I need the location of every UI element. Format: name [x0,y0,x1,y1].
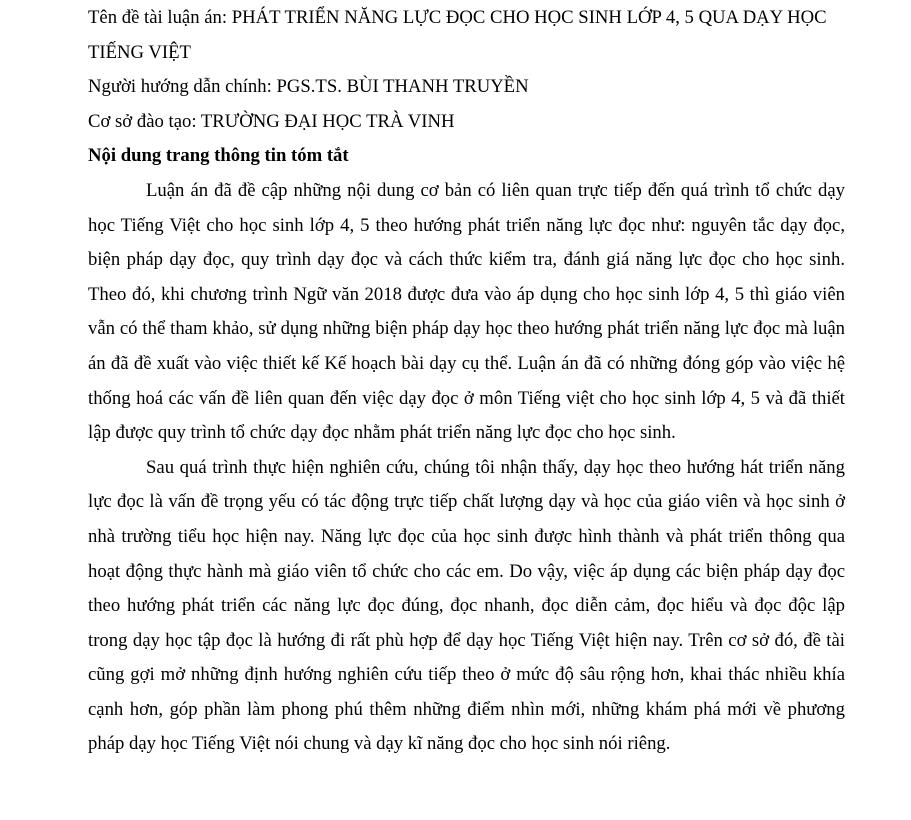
supervisor-line: Người hướng dẫn chính: PGS.TS. BÙI THANH TRUYỀN [88,76,529,98]
thesis-title-line: Tên đề tài luận án: PHÁT TRIỂN NĂNG LỰC ĐỌC CHO HỌC SINH LỚP 4, 5 QUA DẠY HỌC TIẾNG VIỆT [88,7,827,63]
paragraph-1: Luận án đã đề cập những nội dung cơ bản có liên quan trực tiếp đến quá trình tổ chức dạy học Tiếng Việt cho học sinh lớp 4, 5 theo hướng phát triển năng lực đọc như: nguyên tắc dạy đọc, biện pháp dạy đọc, quy trình dạy đọc và cách thức kiểm tra, đánh giá năng lực đọc cho học sinh. Theo đó, khi chương trình Ngữ văn 2018 được đưa vào áp dụng cho học sinh lớp 4, 5 thì giáo viên vẫn có thể tham khảo, sử dụng những biện pháp dạy học theo hướng phát triển năng lực đọc mà luận án đã đề xuất vào việc thiết kế Kế hoạch bài dạy cụ thể. Luận án đã có những đóng góp vào việc hệ thống hoá các vấn đề liên quan đến việc dạy đọc ở môn Tiếng việt cho học sinh lớp 4, 5 và đã thiết lập được quy trình tổ chức dạy đọc nhằm phát triển năng lực đọc cho học sinh. [88,179,845,444]
institution-line: Cơ sở đào tạo: TRƯỜNG ĐẠI HỌC TRÀ VINH [88,110,455,132]
paragraph-2: Sau quá trình thực hiện nghiên cứu, chúng tôi nhận thấy, dạy học theo hướng hát triển năng lực đọc là vấn đề trọng yếu có tác động trực tiếp chất lượng dạy và học của giáo viên và học sinh ở nhà trường tiểu học hiện nay. Năng lực đọc của học sinh được hình thành và phát triển thông qua hoạt động thực hành mà giáo viên tổ chức cho các em. Do vậy, việc áp dụng các biện pháp dạy đọc theo hướng phát triển các năng lực đọc đúng, đọc nhanh, đọc diễn cảm, đọc hiểu và đọc độc lập trong dạy học tập đọc là hướng đi rất phù hợp để dạy học Tiếng Việt hiện nay. Trên cơ sở đó, đề tài cũng gợi mở những định hướng nghiên cứu tiếp theo ở mức độ sâu rộng hơn, khai thác nhiều khía cạnh hơn, góp phần làm phong phú thêm những điểm nhìn mới, những khám phá mới về phương pháp dạy học Tiếng Việt nói chung và dạy kĩ năng đọc cho học sinh nói riêng. [88,456,845,755]
document-page [88,0,845,762]
section-heading: Nội dung trang thông tin tóm tắt [88,145,349,167]
